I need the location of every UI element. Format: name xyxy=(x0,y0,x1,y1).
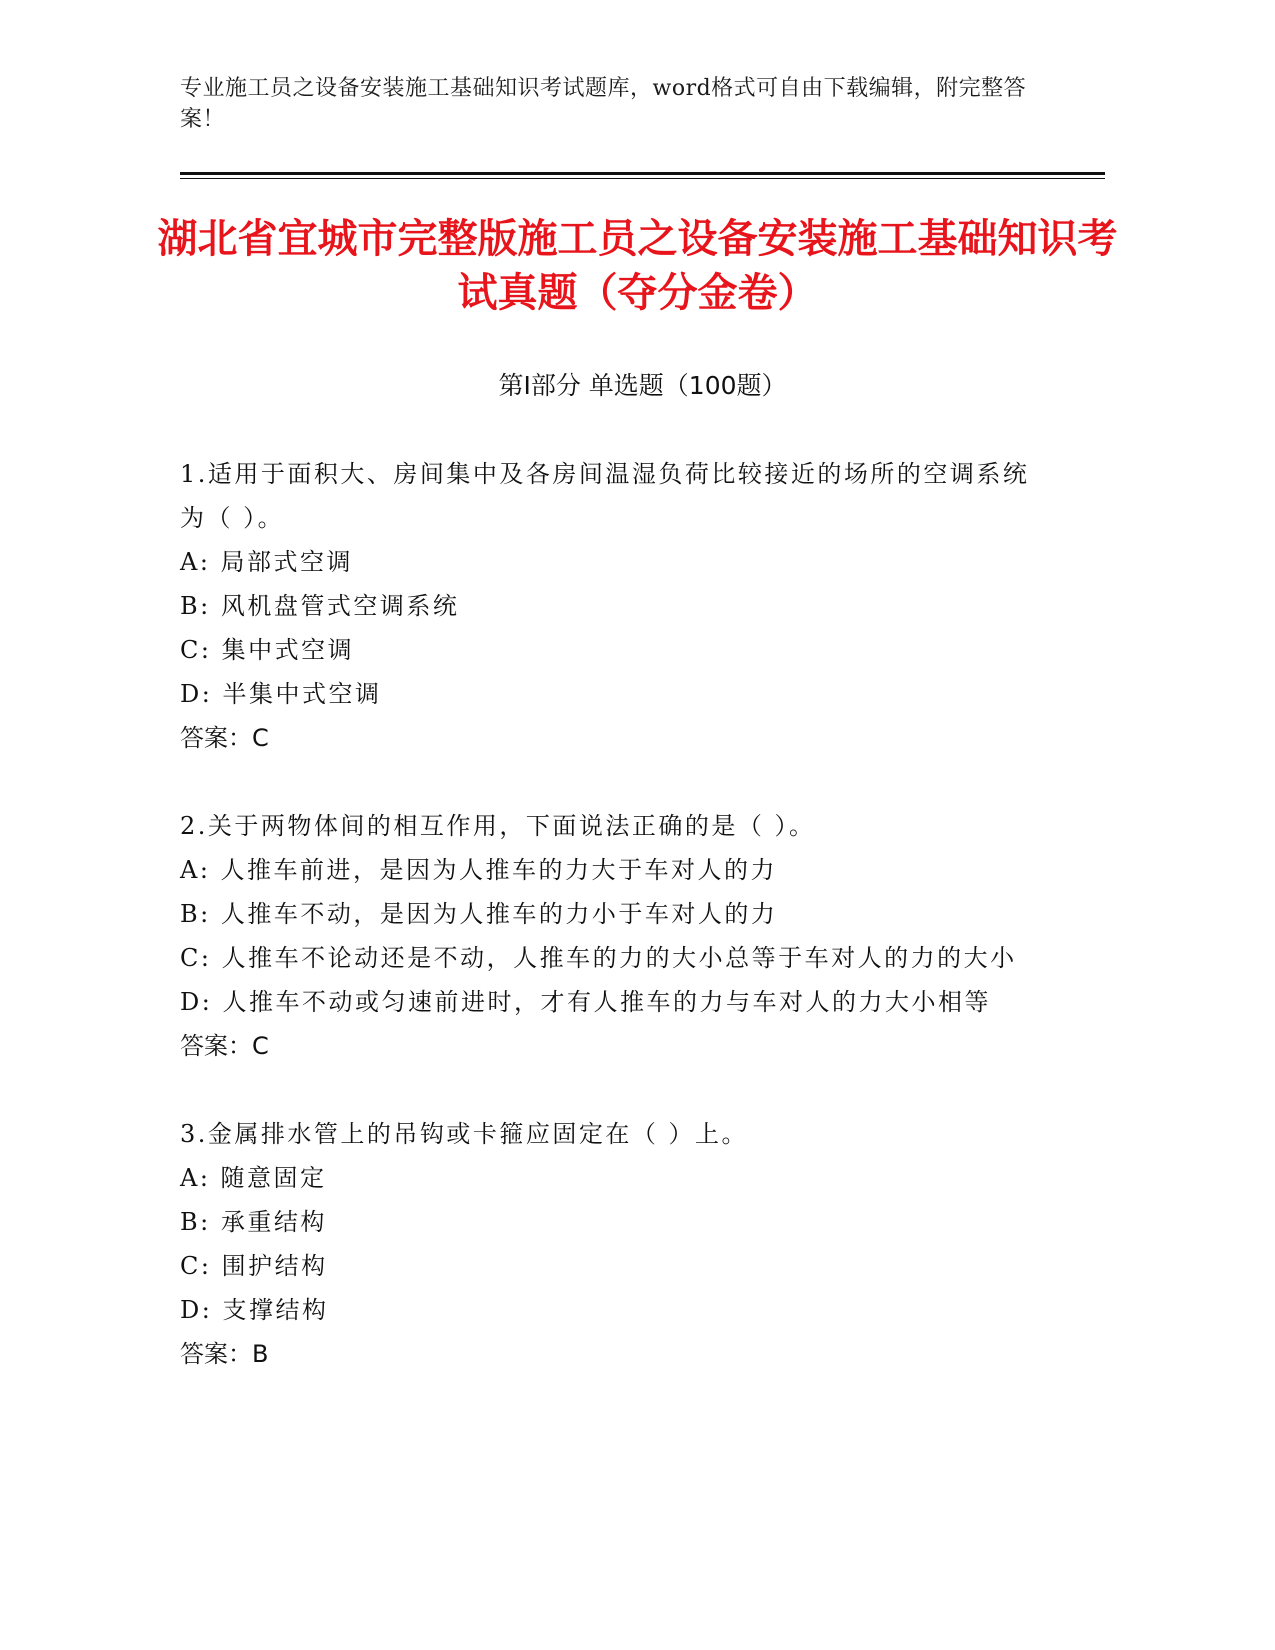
question-stem: 2.关于两物体间的相互作用，下面说法正确的是（ ）。 xyxy=(180,812,816,840)
answer-line: 答案：C xyxy=(180,724,269,752)
question-list xyxy=(180,452,1030,1420)
answer-line: 答案：C xyxy=(180,1032,269,1060)
question-3 xyxy=(180,1112,1030,1376)
option-c: C: 人推车不论动还是不动，人推车的力的大小总等于车对人的力的大小 xyxy=(180,944,1017,972)
document-title: 湖北省宜城市完整版施工员之设备安装施工基础知识考试真题（夺分金卷） xyxy=(157,216,1118,316)
option-b: B: 承重结构 xyxy=(180,1208,327,1236)
header-note: 专业施工员之设备安装施工基础知识考试题库，word格式可自由下载编辑，附完整答案！ xyxy=(180,76,1027,132)
question-stem: 3.金属排水管上的吊钩或卡箍应固定在（ ）上。 xyxy=(180,1120,749,1148)
question-2 xyxy=(180,804,1030,1068)
option-b: B: 风机盘管式空调系统 xyxy=(180,592,460,620)
section-heading: 第I部分 单选题（100题） xyxy=(498,371,787,400)
option-a: A: 局部式空调 xyxy=(180,548,354,576)
header-divider-thin xyxy=(180,178,1105,179)
option-d: D: 半集中式空调 xyxy=(180,680,382,708)
answer-line: 答案：B xyxy=(180,1340,269,1368)
option-c: C: 集中式空调 xyxy=(180,636,355,664)
option-a: A: 随意固定 xyxy=(180,1164,327,1192)
option-d: D: 人推车不动或匀速前进时，才有人推车的力与车对人的力大小相等 xyxy=(180,988,991,1016)
option-b: B: 人推车不动，是因为人推车的力小于车对人的力 xyxy=(180,900,778,928)
header-divider-thick xyxy=(180,172,1105,175)
option-c: C: 围护结构 xyxy=(180,1252,328,1280)
question-stem: 1.适用于面积大、房间集中及各房间温湿负荷比较接近的场所的空调系统为（ ）。 xyxy=(180,460,1030,532)
option-d: D: 支撑结构 xyxy=(180,1296,329,1324)
question-1 xyxy=(180,452,1030,760)
option-a: A: 人推车前进，是因为人推车的力大于车对人的力 xyxy=(180,856,778,884)
